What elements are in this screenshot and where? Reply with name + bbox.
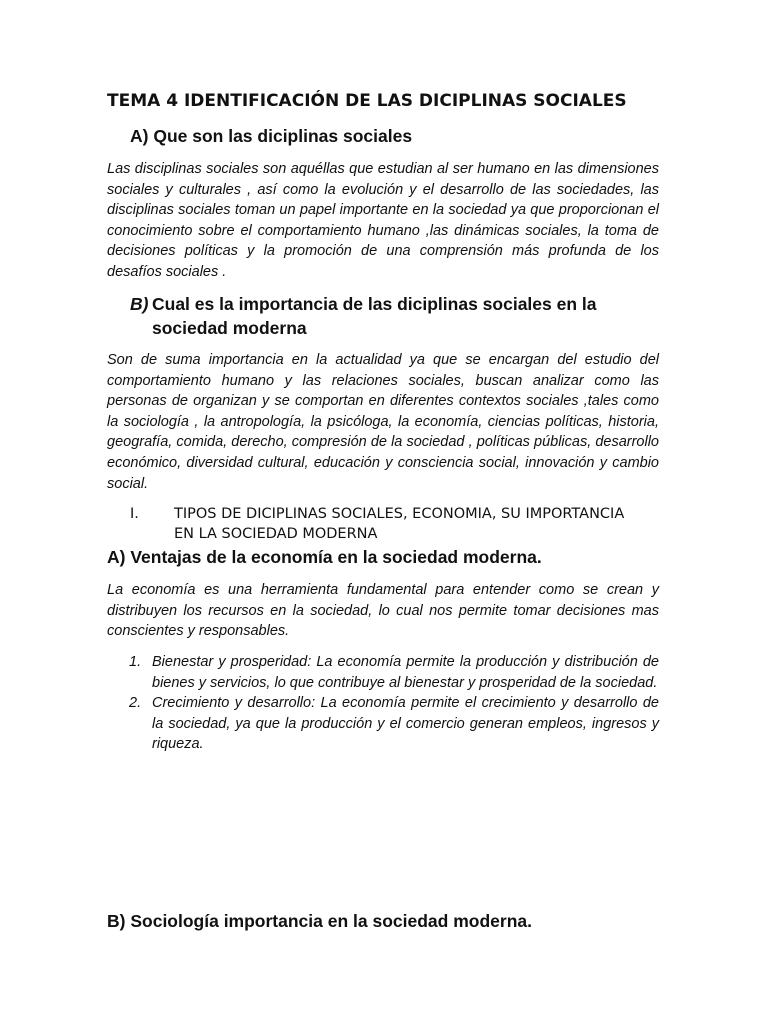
list-item-text: Crecimiento y desarrollo: La economía permite el crecimiento y desarrollo de la sociedad, ya que la producción y el comercio generan empleos, ingresos y riqueza. [152,695,659,753]
section-b-heading-line2: sociedad moderna [152,318,307,338]
list-item-text: Bienestar y prosperidad: La economía permite la producción y distribución de bienes y servicios, lo que contribuye al bienestar y prosperidad de la sociedad. [152,654,659,691]
section-b-heading [130,292,670,340]
section-a-heading-text: Que son las diciplinas sociales [153,126,413,146]
sociology-heading [107,909,532,933]
list-item-number: 1. [129,654,142,670]
roman-numeral: I. [130,506,139,522]
roman-item-line2: EN LA SOCIEDAD MODERNA [174,526,378,542]
list-item-number: 2. [129,695,142,712]
roman-list-item [130,504,660,544]
economy-heading [107,545,542,569]
sociology-marker: B) [107,911,126,931]
section-a-marker: A) [130,126,149,146]
list-item [107,652,659,693]
section-a-paragraph: Las disciplinas sociales son aquéllas que estudian al ser humano en las dimensiones sociales y culturales , así como la evolución y el desarrollo de las sociedades, las disciplinas sociales toman un papel importante en la sociedad ya que proporcionan el conocimiento sobre el comportamiento humano ,las dinámicas sociales, la toma de decisiones políticas y la promoción de una comprensión más profunda de los desafíos sociales . [107,161,659,280]
economy-ordered-list [107,652,659,755]
economy-paragraph: La economía es una herramienta fundamental para entender como se crean y distribuyen los recursos en la sociedad, lo cual nos permite tomar decisiones mas conscientes y responsables. [107,582,659,640]
list-item [107,693,659,755]
economy-marker: A) [107,547,126,567]
document-title: TEMA 4 IDENTIFICACIÓN DE LAS DICIPLINAS SOCIALES [107,91,627,111]
sociology-heading-text: Sociología importancia en la sociedad moderna. [130,911,532,931]
economy-heading-text: Ventajas de la economía en la sociedad moderna. [130,547,542,567]
section-b-heading-line1: Cual es la importancia de las diciplinas sociales en la [152,294,597,314]
roman-item-line1: TIPOS DE DICIPLINAS SOCIALES, ECONOMIA, SU IMPORTANCIA [174,506,625,522]
section-b-marker: B) [130,294,149,314]
section-b-paragraph: Son de suma importancia en la actualidad ya que se encargan del estudio del comportamiento humano y las relaciones sociales, buscan analizar como las personas de organizan y se comportan en diferentes contextos sociales ,tales como la sociología , la antropología, la psicóloga, la economía, ciencias políticas, historia, geografía, comida, derecho, compresión de la sociedad , políticas públicas, desarrollo económico, diversidad cultural, educación y consciencia social, innovación y cambio social. [107,352,659,492]
section-a-heading [130,124,412,148]
